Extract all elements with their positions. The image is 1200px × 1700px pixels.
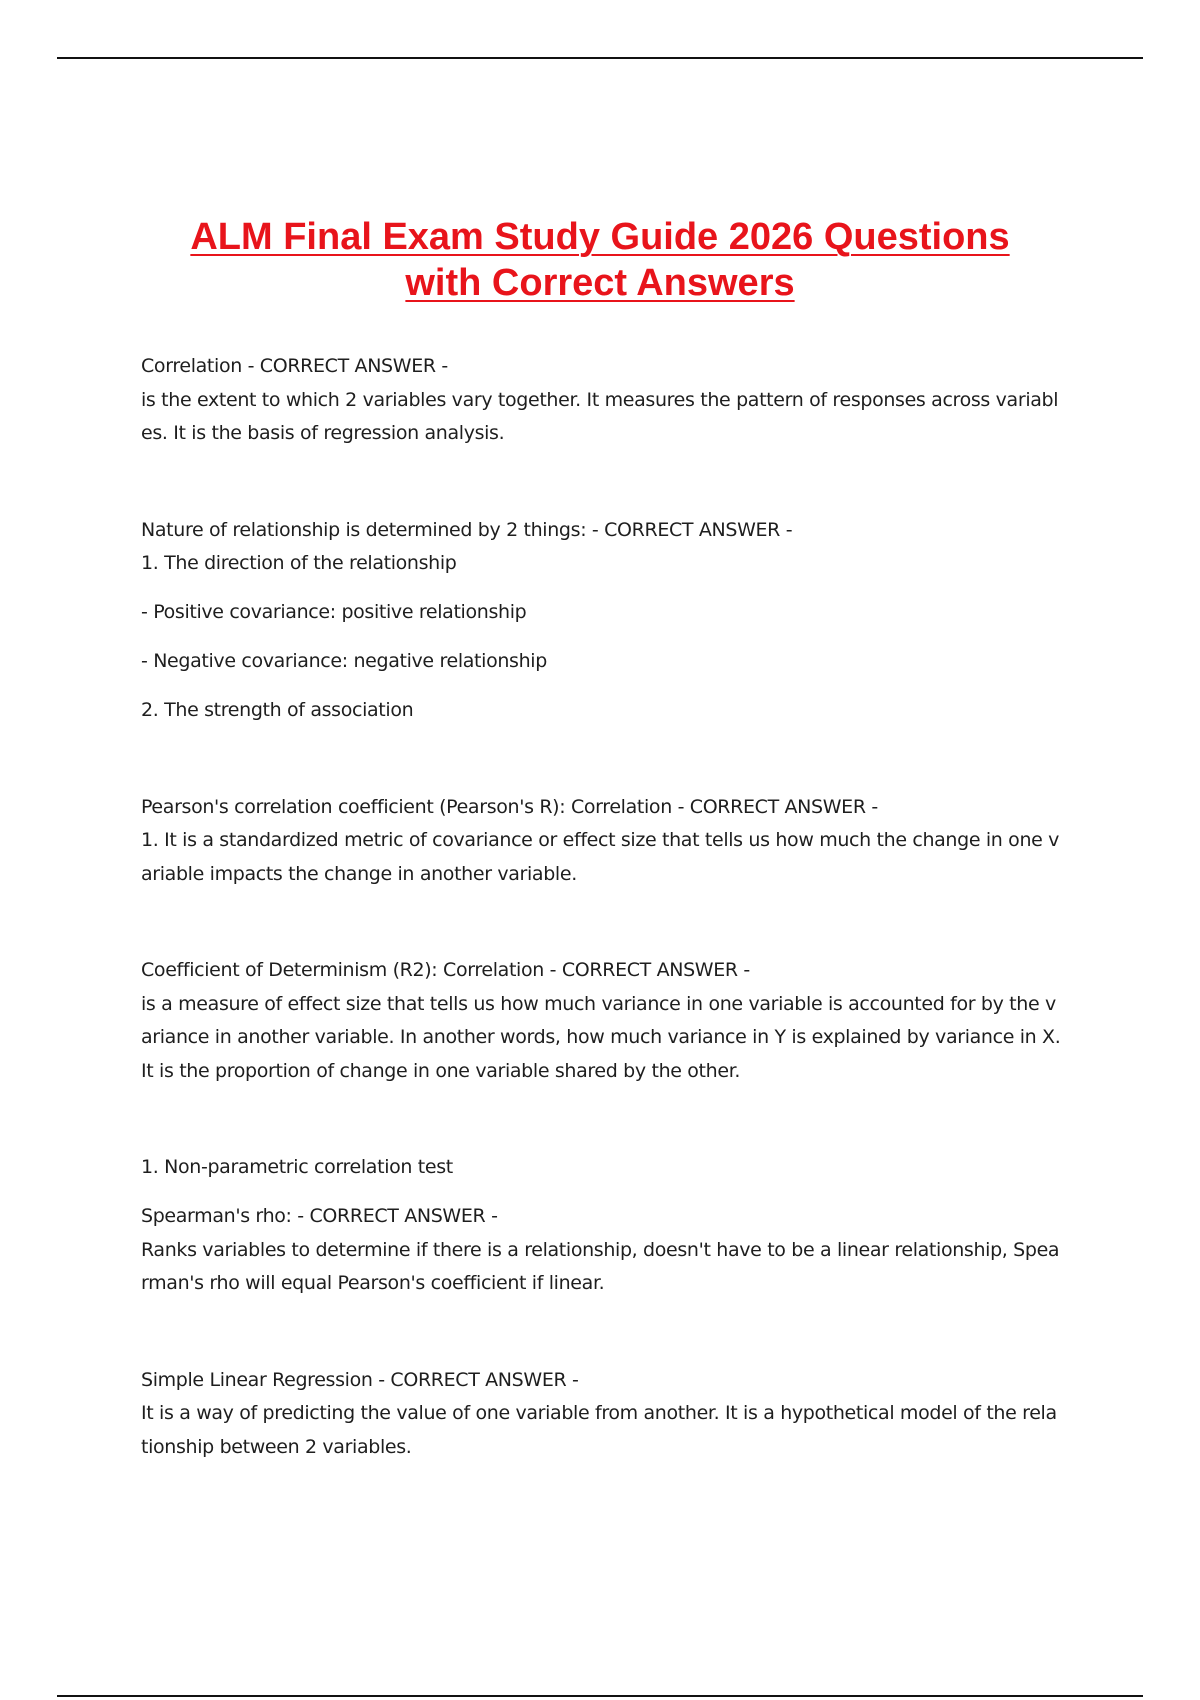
top-rule — [57, 57, 1143, 59]
answer-list-item: 2. The strength of association — [141, 699, 414, 721]
qa-entry-spearmans-rho — [141, 1151, 1061, 1301]
answer-list-item: 1. The direction of the relationship — [141, 552, 457, 574]
answer-list-item: - Negative covariance: negative relationship — [141, 650, 547, 672]
question-text: Nature of relationship is determined by 2 things: - CORRECT ANSWER - — [141, 518, 793, 541]
qa-entry-coefficient-of-determinism — [141, 954, 1061, 1088]
answer-text: is the extent to which 2 variables vary together. It measures the pattern of responses across variables. It is the basis of regression analysis. — [141, 388, 1059, 444]
bottom-rule — [57, 1695, 1143, 1697]
question-text: Pearson's correlation coefficient (Pearson's R): Correlation - CORRECT ANSWER - — [141, 795, 878, 818]
answer-text: 1. It is a standardized metric of covariance or effect size that tells us how much the change in one variable impacts the change in another variable. — [141, 829, 1060, 885]
question-text: Simple Linear Regression - CORRECT ANSWER - — [141, 1368, 579, 1391]
section-prefix: 1. Non-parametric correlation test — [141, 1156, 453, 1178]
question-text: Correlation - CORRECT ANSWER - — [141, 355, 448, 377]
title-line-1: ALM Final Exam Study Guide 2026 Questions — [190, 216, 1010, 258]
answer-text: is a measure of effect size that tells us how much variance in one variable is accounted for by the variance in another variable. In another words, how much variance in Y is explained by variance in X. It is the proportion of change in one variable shared by the other. — [141, 992, 1061, 1082]
document-title — [0, 214, 1200, 306]
question-text: Spearman's rho: - CORRECT ANSWER - — [141, 1205, 498, 1227]
answer-list-item: - Positive covariance: positive relationship — [141, 601, 527, 623]
answer-text: It is a way of predicting the value of one variable from another. It is a hypothetical model of the relationship between 2 variables. — [141, 1402, 1057, 1458]
qa-entry-simple-linear-regression — [141, 1364, 1061, 1465]
qa-entry-nature-of-relationship — [141, 514, 1061, 728]
document-body — [141, 350, 1061, 1527]
answer-text: Ranks variables to determine if there is a relationship, doesn't have to be a linear relationship, Spearman's rho will equal Pearson's coefficient if linear. — [141, 1238, 1060, 1294]
title-line-2: with Correct Answers — [405, 262, 795, 304]
qa-entry-pearsons-r — [141, 791, 1061, 892]
question-text: Coefficient of Determinism (R2): Correlation - CORRECT ANSWER - — [141, 959, 750, 981]
qa-entry-correlation — [141, 350, 1061, 451]
